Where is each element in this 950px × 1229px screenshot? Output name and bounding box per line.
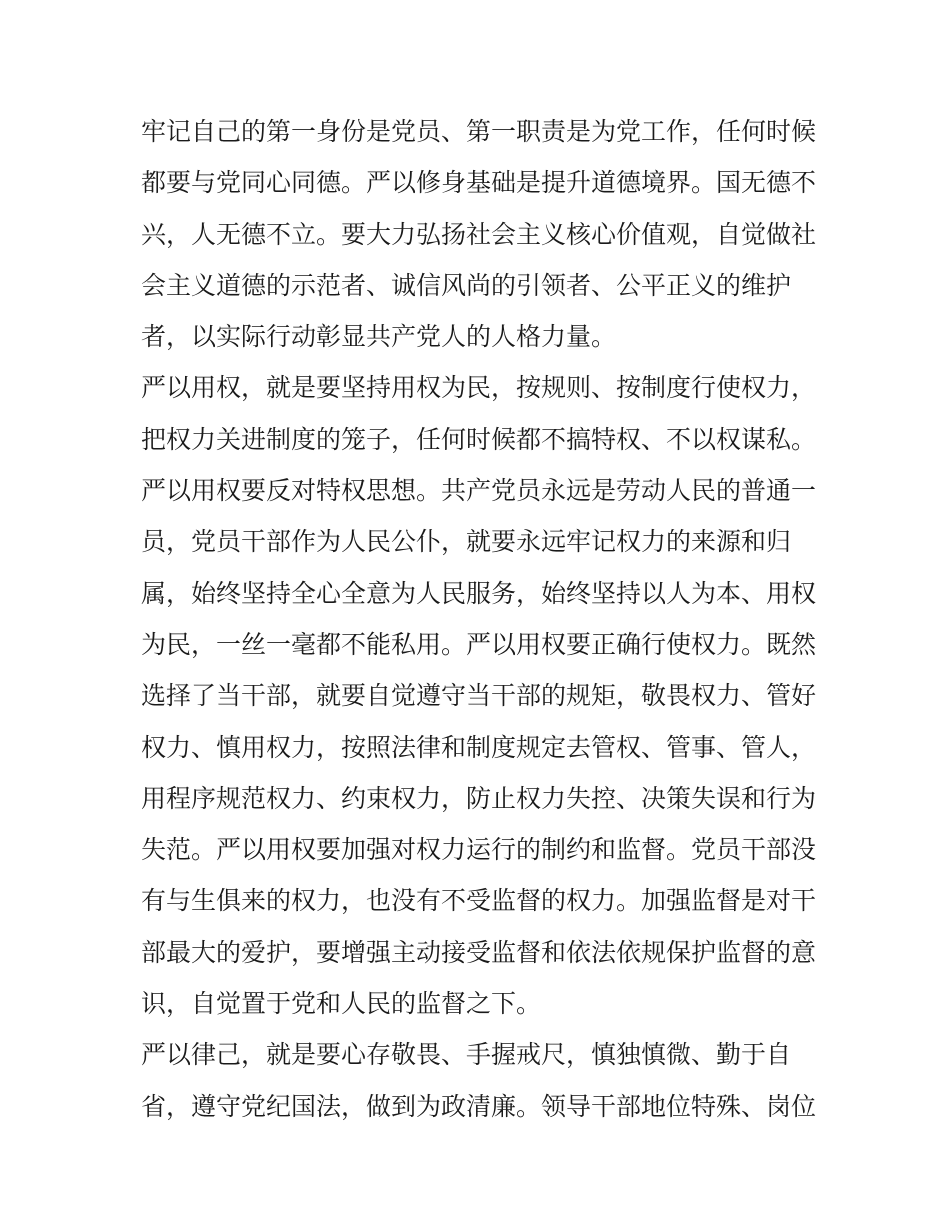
text-line: 严以用权要反对特权思想。共产党员永远是劳动人民的普通一 bbox=[141, 476, 817, 506]
text-line: 省，遵守党纪国法，做到为政清廉。领导干部地位特殊、岗位 bbox=[141, 1091, 817, 1121]
text-line: 失范。严以用权要加强对权力运行的制约和监督。党员干部没 bbox=[141, 835, 817, 865]
text-line: 权力、慎用权力，按照法律和制度规定去管权、管事、管人， bbox=[141, 732, 817, 762]
text-line: 识，自觉置于党和人民的监督之下。 bbox=[141, 989, 542, 1019]
text-line: 把权力关进制度的笼子，任何时候都不搞特权、不以权谋私。 bbox=[141, 424, 817, 454]
text-line: 牢记自己的第一身份是党员、第一职责是为党工作，任何时候 bbox=[141, 117, 817, 146]
text-line: 严以律己，就是要心存敬畏、手握戒尺，慎独慎微、勤于自 bbox=[141, 1040, 792, 1070]
text-line: 会主义道德的示范者、诚信风尚的引领者、公平正义的维护 bbox=[141, 270, 792, 300]
text-line: 用程序规范权力、约束权力，防止权力失控、决策失误和行为 bbox=[141, 783, 817, 813]
body-text bbox=[141, 106, 821, 1132]
text-line: 兴，人无德不立。要大力弘扬社会主义核心价值观，自觉做社 bbox=[141, 219, 817, 249]
text-line: 选择了当干部，就要自觉遵守当干部的规矩，敬畏权力、管好 bbox=[141, 681, 817, 711]
text-line: 员，党员干部作为人民公仆，就要永远牢记权力的来源和归 bbox=[141, 527, 792, 557]
text-line: 严以用权，就是要坚持用权为民，按规则、按制度行使权力， bbox=[141, 373, 817, 403]
text-line: 属，始终坚持全心全意为人民服务，始终坚持以人为本、用权 bbox=[141, 578, 817, 608]
text-line: 有与生俱来的权力，也没有不受监督的权力。加强监督是对干 bbox=[141, 886, 817, 916]
text-line: 为民，一丝一毫都不能私用。严以用权要正确行使权力。既然 bbox=[141, 629, 817, 659]
text-line: 部最大的爱护，要增强主动接受监督和依法依规保护监督的意 bbox=[141, 937, 817, 967]
text-line: 都要与党同心同德。严以修身基础是提升道德境界。国无德不 bbox=[141, 168, 817, 198]
text-line: 者，以实际行动彰显共产党人的人格力量。 bbox=[141, 322, 617, 352]
